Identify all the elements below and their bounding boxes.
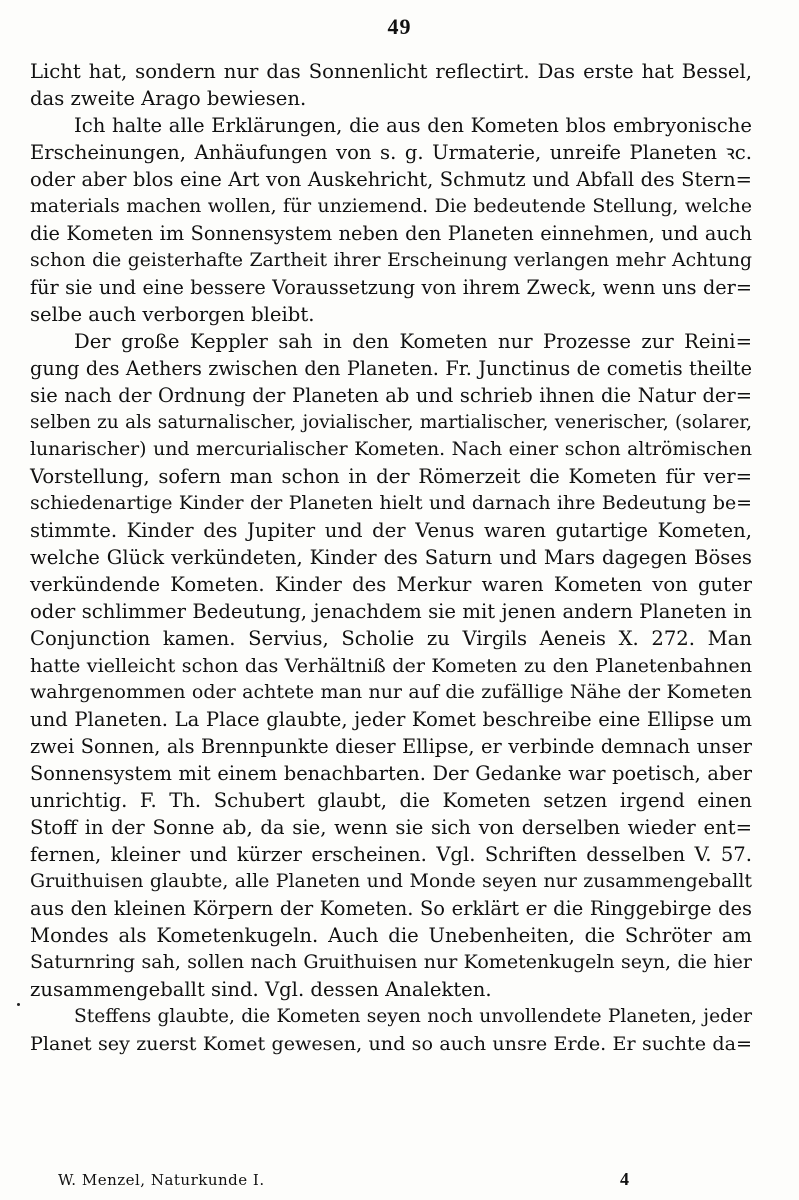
text-line: Mondes als Kometenkugeln. Auch die Unebenheiten, die Schröter am xyxy=(30,924,752,947)
text-line: welche Glück verkündeten, Kinder des Saturn und Mars dagegen Böses xyxy=(30,546,752,569)
text-line: Steffens glaubte, die Kometen seyen noch unvollendete Planeten, jeder xyxy=(74,1006,752,1027)
text-line: das zweite Arago bewiesen. xyxy=(30,87,307,110)
body-text xyxy=(30,58,752,1057)
text-line: zwei Sonnen, als Brennpunkte dieser Ellipse, er verbinde demnach unser xyxy=(30,735,752,758)
text-line: aus den kleinen Körpern der Kometen. So erklärt er die Ringgebirge des xyxy=(30,897,752,920)
text-line: fernen, kleiner und kürzer erscheinen. Vgl. Schriften desselben V. 57. xyxy=(30,843,752,866)
text-line: wahrgenommen oder achtete man nur auf die zufällige Nähe der Kometen xyxy=(30,681,752,703)
text-line: schiedenartige Kinder der Planeten hielt und darnach ihre Bedeutung be= xyxy=(30,492,752,514)
text-line: sie nach der Ordnung der Planeten ab und schrieb ihnen die Natur der= xyxy=(30,384,752,407)
text-line: schon die geisterhafte Zartheit ihrer Erscheinung verlangen mehr Achtung xyxy=(30,250,752,271)
text-line: selbe auch verborgen bleibt. xyxy=(30,303,315,326)
text-line: lunarischer) und mercurialischer Kometen. Nach einer schon altrömischen xyxy=(30,438,752,460)
text-line: Conjunction kamen. Servius, Scholie zu Virgils Aeneis X. 272. Man xyxy=(30,627,752,650)
text-line: selben zu als saturnalischer, jovialischer, martialischer, venerischer, (solarer, xyxy=(30,412,752,433)
text-line: stimmte. Kinder des Jupiter und der Venus waren gutartige Kometen, xyxy=(30,519,752,542)
text-line: gung des Aethers zwischen den Planeten. Fr. Junctinus de cometis theilte xyxy=(30,357,752,380)
text-line: für sie und eine bessere Voraussetzung von ihrem Zweck, wenn uns der= xyxy=(30,276,752,299)
text-line: Stoff in der Sonne ab, da sie, wenn sie sich von derselben wieder ent= xyxy=(30,816,752,839)
text-line: Sonnensystem mit einem benachbarten. Der Gedanke war poetisch, aber xyxy=(30,762,752,785)
page-footer xyxy=(58,1171,629,1193)
print-speck xyxy=(17,1003,20,1006)
paragraph xyxy=(30,112,752,328)
text-line: und Planeten. La Place glaubte, jeder Komet beschreibe eine Ellipse um xyxy=(30,708,752,731)
paragraph xyxy=(30,58,752,112)
footer-sheet-number: 4 xyxy=(620,1169,629,1189)
text-line: Der große Keppler sah in den Kometen nur Prozesse zur Reini= xyxy=(74,330,752,353)
footer-signature: W. Menzel, Naturkunde I. xyxy=(58,1171,265,1189)
text-line: oder aber blos eine Art von Auskehricht, Schmutz und Abfall des Stern= xyxy=(30,168,752,191)
text-line: Licht hat, sondern nur das Sonnenlicht reflectirt. Das erste hat Bessel, xyxy=(30,60,752,83)
page-number: 49 xyxy=(387,14,412,39)
text-line: die Kometen im Sonnensystem neben den Planeten einnehmen, und auch xyxy=(30,222,752,245)
text-line: materials machen wollen, für unziemend. Die bedeutende Stellung, welche xyxy=(30,196,752,217)
text-line: Gruithuisen glaubte, alle Planeten und Monde seyen nur zusammengeballt xyxy=(30,870,752,892)
text-line: zusammengeballt sind. Vgl. dessen Analekten. xyxy=(30,978,492,1001)
text-line: verkündende Kometen. Kinder des Merkur waren Kometen von guter xyxy=(30,573,752,596)
text-line: unrichtig. F. Th. Schubert glaubt, die Kometen setzen irgend einen xyxy=(30,789,752,812)
text-line: oder schlimmer Bedeutung, jenachdem sie mit jenen andern Planeten in xyxy=(30,600,752,623)
text-line: Ich halte alle Erklärungen, die aus den Kometen blos embryonische xyxy=(74,114,752,137)
text-line: Vorstellung, sofern man schon in der Römerzeit die Kometen für ver= xyxy=(30,465,752,488)
text-line: Planet sey zuerst Komet gewesen, und so auch unsre Erde. Er suchte da= xyxy=(30,1032,752,1055)
paragraph xyxy=(30,328,752,1003)
paragraph xyxy=(30,1003,752,1057)
text-line: Erscheinungen, Anhäufungen von s. g. Urmaterie, unreife Planeten ꝛc. xyxy=(30,141,752,164)
text-line: Saturnring sah, sollen nach Gruithuisen nur Kometenkugeln seyn, die hier xyxy=(30,951,752,973)
text-line: hatte vielleicht schon das Verhältniß der Kometen zu den Planetenbahnen xyxy=(30,654,752,677)
